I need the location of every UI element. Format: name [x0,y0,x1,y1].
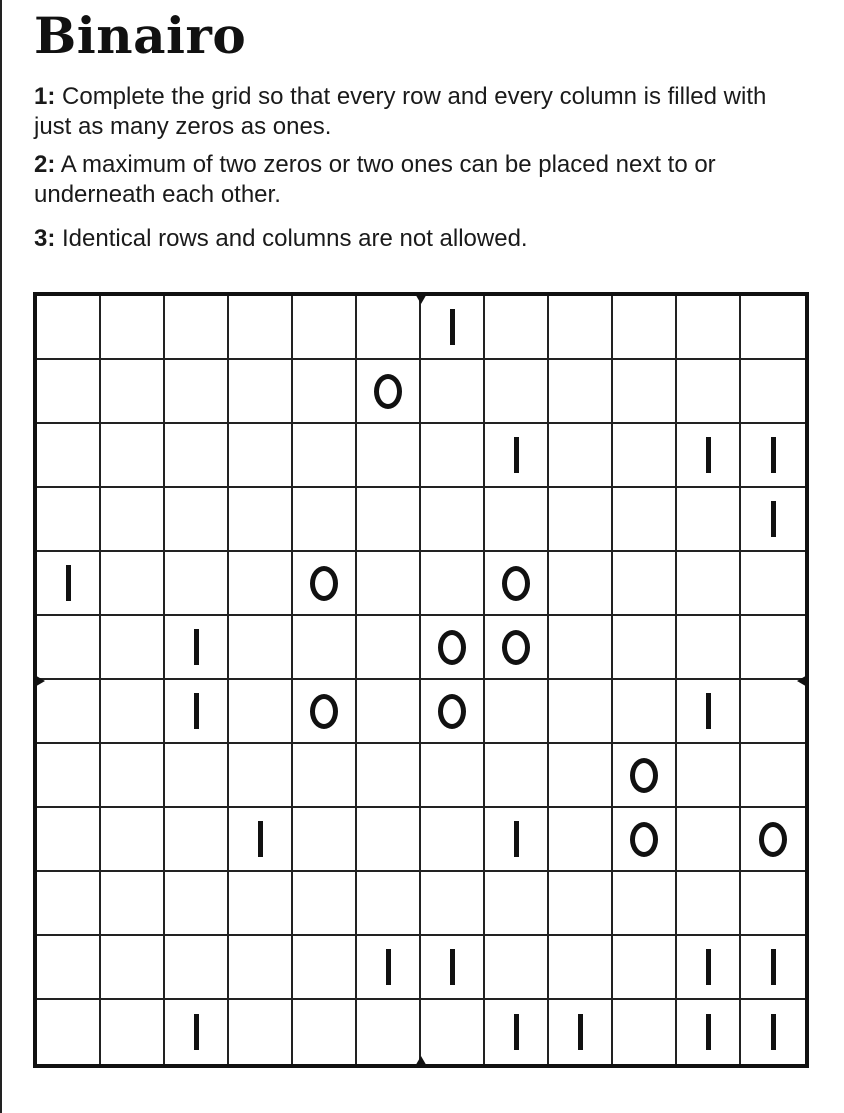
grid-cell [421,936,485,1000]
grid-cell[interactable] [485,680,549,744]
grid-cell [165,1000,229,1064]
grid-cell[interactable] [229,680,293,744]
grid-cell [741,1000,805,1064]
grid-cell[interactable] [229,936,293,1000]
grid-cell[interactable] [677,488,741,552]
grid-cell[interactable] [549,936,613,1000]
zero-digit [502,630,530,665]
grid-cell[interactable] [741,872,805,936]
grid-cell[interactable] [165,744,229,808]
grid-cell[interactable] [677,552,741,616]
grid-cell[interactable] [677,360,741,424]
one-digit [706,437,711,473]
grid-cell [741,424,805,488]
grid-cell[interactable] [421,488,485,552]
grid-cell[interactable] [613,360,677,424]
one-digit [706,949,711,985]
page-left-border [0,0,2,1113]
grid-cell[interactable] [613,552,677,616]
grid-cell[interactable] [613,616,677,680]
center-marker-right-icon [797,674,809,688]
grid-cell[interactable] [549,808,613,872]
grid-cell[interactable] [229,488,293,552]
grid-cell[interactable] [549,616,613,680]
grid-cell[interactable] [549,744,613,808]
grid-cell [293,680,357,744]
grid-cell[interactable] [229,360,293,424]
rule-2 [34,150,794,210]
grid-cell[interactable] [37,872,101,936]
grid-cell[interactable] [677,808,741,872]
grid-cell [549,1000,613,1064]
grid-cell[interactable] [101,872,165,936]
grid-cell[interactable] [485,744,549,808]
grid-cell[interactable] [229,744,293,808]
grid-cell[interactable] [37,360,101,424]
grid-cell[interactable] [613,1000,677,1064]
grid-cell[interactable] [101,744,165,808]
grid-cell[interactable] [357,744,421,808]
grid-cell [677,424,741,488]
grid-cell[interactable] [549,552,613,616]
grid-cell[interactable] [229,872,293,936]
zero-digit [438,694,466,729]
grid-cell[interactable] [229,552,293,616]
one-digit [258,821,263,857]
grid-cell[interactable] [421,424,485,488]
grid-cell[interactable] [229,296,293,360]
grid-cell[interactable] [741,616,805,680]
grid-cell[interactable] [357,488,421,552]
grid-cell[interactable] [165,936,229,1000]
grid-cell[interactable] [101,616,165,680]
grid-cell[interactable] [293,808,357,872]
grid-cell[interactable] [485,488,549,552]
grid-cell[interactable] [549,296,613,360]
grid-cell [741,936,805,1000]
grid-cell[interactable] [677,616,741,680]
grid-cell[interactable] [613,872,677,936]
one-digit [194,693,199,729]
grid-cell[interactable] [421,552,485,616]
rule-3 [34,224,794,254]
one-digit [450,309,455,345]
zero-digit [502,566,530,601]
grid-cell[interactable] [485,936,549,1000]
zero-digit [759,822,787,857]
grid-cell [165,616,229,680]
center-marker-bottom-icon [414,1056,428,1068]
grid-cell[interactable] [165,296,229,360]
one-digit [514,821,519,857]
grid-cell[interactable] [101,296,165,360]
one-digit [771,501,776,537]
grid-cell[interactable] [293,296,357,360]
grid-cell[interactable] [613,936,677,1000]
grid-cell [741,488,805,552]
grid-cell[interactable] [37,744,101,808]
grid-cell[interactable] [101,360,165,424]
grid-cell[interactable] [485,360,549,424]
grid-cell[interactable] [357,424,421,488]
rule-1 [34,82,794,142]
grid-cell[interactable] [101,1000,165,1064]
grid-cell[interactable] [421,1000,485,1064]
grid-cell [677,936,741,1000]
zero-digit [438,630,466,665]
grid-cell[interactable] [165,552,229,616]
grid-cell[interactable] [357,680,421,744]
grid-cell[interactable] [165,808,229,872]
grid-cell[interactable] [485,872,549,936]
grid-cell[interactable] [741,744,805,808]
grid-cell[interactable] [101,680,165,744]
grid-cell[interactable] [357,552,421,616]
grid-cell[interactable] [741,296,805,360]
grid-cell[interactable] [357,808,421,872]
puzzle-title: Binairo [34,6,247,65]
grid-cell [613,808,677,872]
one-digit [514,1014,519,1050]
grid-cell [357,360,421,424]
grid-cell[interactable] [37,936,101,1000]
zero-digit [310,694,338,729]
zero-digit [310,566,338,601]
grid-cell[interactable] [293,488,357,552]
grid-cell[interactable] [677,744,741,808]
grid-cell [485,616,549,680]
rule-number: 3: [34,225,56,252]
center-marker-top-icon [414,292,428,304]
one-digit [450,949,455,985]
grid-cell[interactable] [37,680,101,744]
rule-text: A maximum of two zeros or two ones can be placed next to or underneath each other. [34,151,716,208]
grid-cell[interactable] [229,1000,293,1064]
grid-cell[interactable] [357,872,421,936]
grid-cell [613,744,677,808]
grid-cell[interactable] [421,808,485,872]
grid-cell [421,296,485,360]
zero-digit [630,758,658,793]
one-digit [771,437,776,473]
grid-cell[interactable] [293,936,357,1000]
grid-cell[interactable] [293,616,357,680]
grid-cell[interactable] [37,424,101,488]
grid-cell[interactable] [421,360,485,424]
grid-cell[interactable] [165,488,229,552]
grid-cell[interactable] [101,488,165,552]
grid-cell[interactable] [101,552,165,616]
grid-cell[interactable] [549,424,613,488]
grid-cell[interactable] [37,616,101,680]
one-digit [771,949,776,985]
one-digit [194,1014,199,1050]
grid-cell[interactable] [357,616,421,680]
rule-number: 1: [34,83,56,110]
grid-cell[interactable] [741,680,805,744]
grid-cell[interactable] [165,424,229,488]
grid-cell[interactable] [229,424,293,488]
grid-cell[interactable] [165,360,229,424]
one-digit [66,565,71,601]
grid-cell [421,680,485,744]
grid-cell [229,808,293,872]
grid-cell[interactable] [421,872,485,936]
grid-cell[interactable] [37,808,101,872]
grid-cell[interactable] [741,360,805,424]
grid-cell [485,424,549,488]
grid-cell[interactable] [357,1000,421,1064]
grid-cell [485,1000,549,1064]
grid-cell[interactable] [165,872,229,936]
grid-cell[interactable] [101,424,165,488]
grid-cell[interactable] [549,488,613,552]
grid-cell[interactable] [613,680,677,744]
grid-cell [677,680,741,744]
grid-cell[interactable] [549,872,613,936]
zero-digit [374,374,402,409]
grid-cell[interactable] [293,1000,357,1064]
grid-cell[interactable] [293,360,357,424]
grid-cell[interactable] [677,296,741,360]
one-digit [706,1014,711,1050]
one-digit [706,693,711,729]
puzzle-grid [33,292,809,1068]
grid-cell [741,808,805,872]
grid-cell[interactable] [37,488,101,552]
rule-number: 2: [34,151,56,178]
grid-cell[interactable] [293,744,357,808]
grid-cell[interactable] [613,424,677,488]
grid-cell[interactable] [357,296,421,360]
rule-text: Complete the grid so that every row and every column is filled with just as many zeros as ones. [34,83,767,140]
grid-cell[interactable] [549,360,613,424]
center-marker-left-icon [33,674,45,688]
one-digit [514,437,519,473]
grid-cell[interactable] [485,296,549,360]
grid-cell [165,680,229,744]
grid-cell[interactable] [101,936,165,1000]
grid-cell[interactable] [741,552,805,616]
grid-cell [293,552,357,616]
one-digit [194,629,199,665]
grid-cell[interactable] [677,872,741,936]
grid-cell[interactable] [613,296,677,360]
rule-text: Identical rows and columns are not allowed. [55,225,528,252]
grid-cell [677,1000,741,1064]
grid-cell[interactable] [293,872,357,936]
one-digit [386,949,391,985]
grid-cell [421,616,485,680]
grid-cell[interactable] [37,1000,101,1064]
grid-cell[interactable] [421,744,485,808]
grid-cell [357,936,421,1000]
grid-cells [37,296,805,1064]
one-digit [771,1014,776,1050]
grid-cell[interactable] [101,808,165,872]
grid-cell [485,808,549,872]
grid-cell[interactable] [37,296,101,360]
zero-digit [630,822,658,857]
grid-cell [485,552,549,616]
grid-cell[interactable] [613,488,677,552]
one-digit [578,1014,583,1050]
grid-cell[interactable] [229,616,293,680]
grid-cell[interactable] [293,424,357,488]
grid-cell [37,552,101,616]
grid-cell[interactable] [549,680,613,744]
